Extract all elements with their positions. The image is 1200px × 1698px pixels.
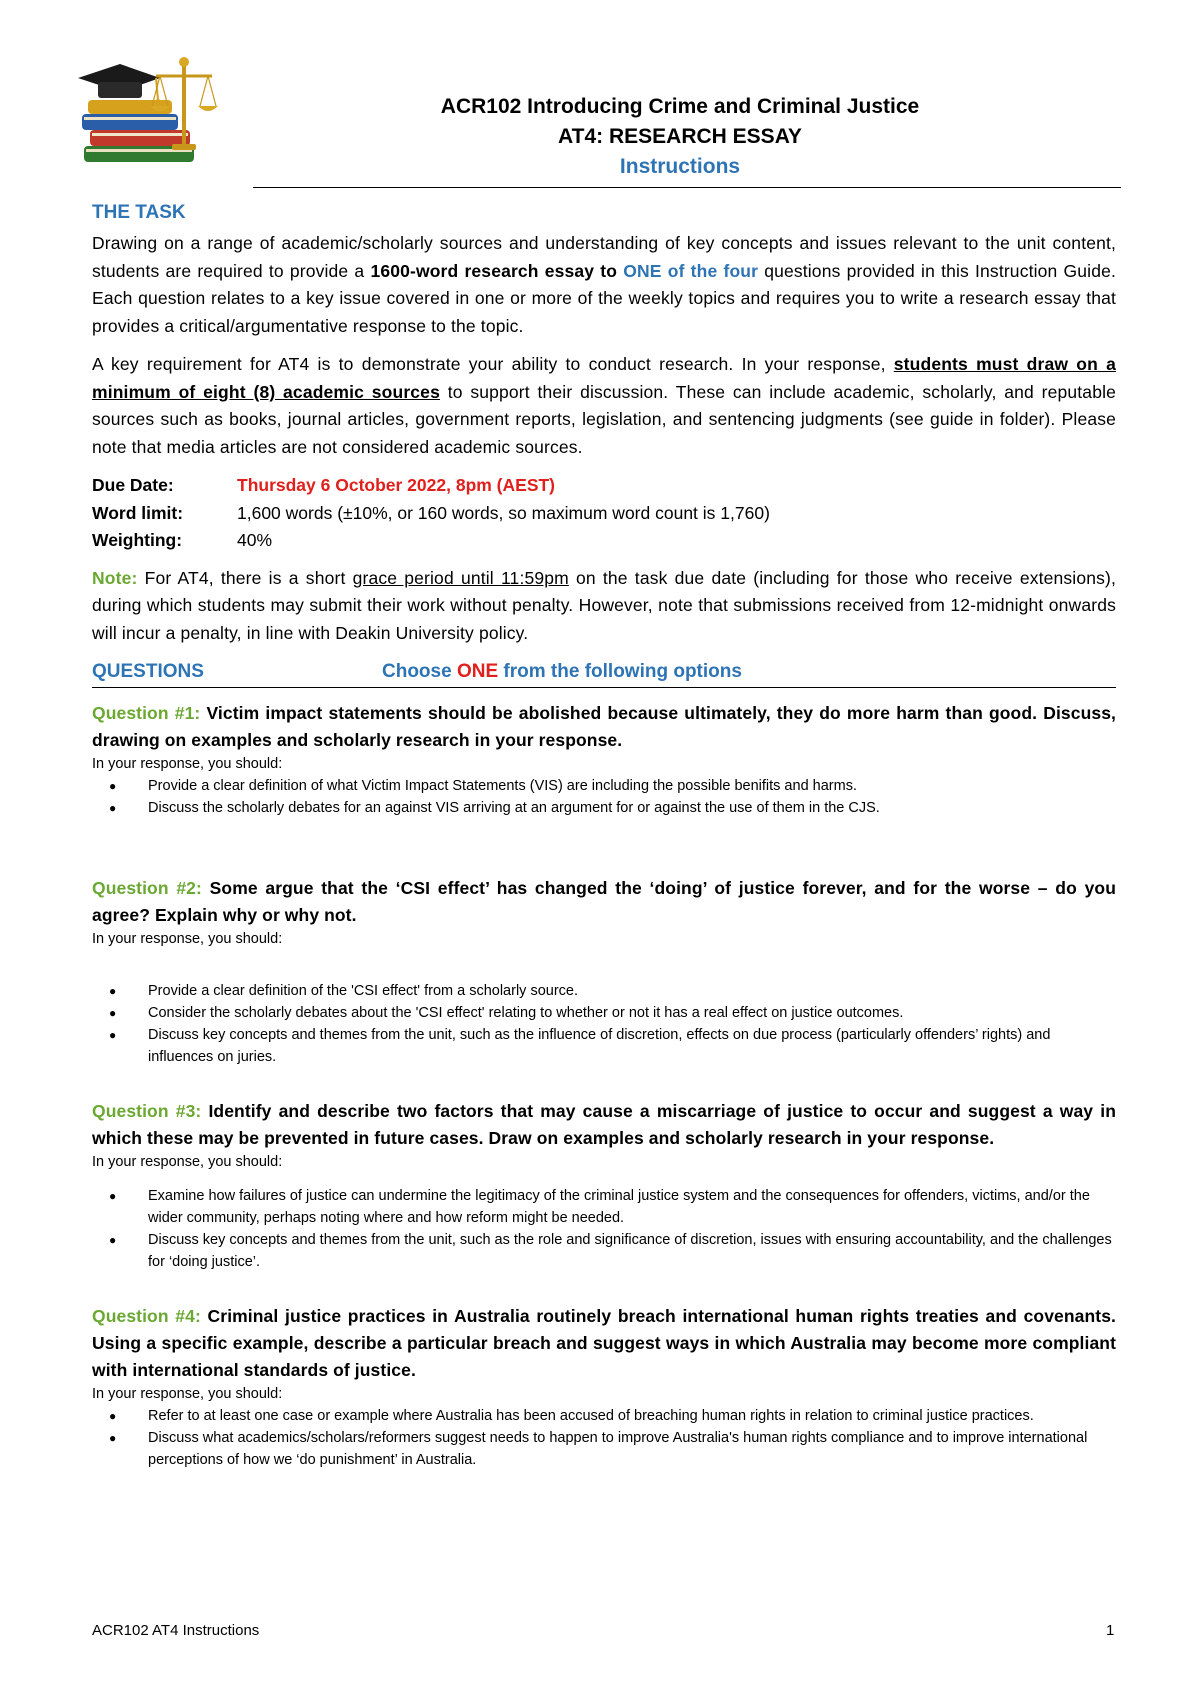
question-label: Question #2: (92, 878, 202, 898)
fact-label: Weighting: (92, 530, 183, 550)
question-2-text (92, 875, 1116, 929)
list-item: ● Examine how failures of justice can undermine the legitimacy of the criminal justice system and the consequences for offenders, victims, and/or the wider community, perhaps noting where and how reform might be needed. (92, 1185, 1116, 1229)
fact-value: Thursday 6 October 2022, 8pm (AEST) (237, 475, 556, 495)
instruction-text: Choose (382, 661, 457, 682)
question-4-text (92, 1303, 1116, 1384)
question-3-bullets (92, 1185, 1116, 1273)
task-paragraph-1 (92, 230, 1116, 340)
question-3 (92, 1098, 1116, 1273)
task-p1-bold: 1600-word research essay to (370, 260, 624, 281)
task-p2-text: A key requirement for AT4 is to demonstrate your ability to conduct research. In your response, (92, 354, 894, 374)
fact-weighting (92, 527, 1116, 555)
fact-value: 40% (237, 530, 273, 550)
fact-word-limit (92, 500, 1116, 528)
header-divider (253, 187, 1121, 188)
list-item: ● Discuss key concepts and themes from the unit, such as the role and significance of discretion, issues with ensuring accountability, and the challenges for ‘doing justice’. (92, 1229, 1116, 1273)
question-4 (92, 1303, 1116, 1471)
question-label: Question #4: (92, 1306, 201, 1326)
question-label: Question #3: (92, 1101, 202, 1121)
question-1 (92, 700, 1116, 819)
task-heading: THE TASK (92, 202, 186, 223)
note-label: Note: (92, 567, 138, 588)
fact-value: 1,600 words (±10%, or 160 words, so maximum word count is 1,760) (237, 502, 770, 523)
question-1-text (92, 700, 1116, 754)
note-grace-period: grace period until 11:59pm (352, 567, 569, 588)
question-statement: Victim impact statements should be abolished because ultimately, they do more harm than good. Discuss, drawing on examples and scholarly research in your response. (92, 703, 1116, 750)
note-text: For AT4, there is a short (137, 567, 353, 588)
fact-label: Word limit: (92, 502, 184, 523)
task-p1-text: Drawing on a range of academic/scholarly sources and understanding of key concepts and issues relevant to the unit content, students are required to provide a (92, 233, 1116, 281)
response-prompt: In your response, you should: (92, 931, 283, 947)
list-item: ● Provide a clear definition of what Victim Impact Statements (VIS) are including the possible benifits and harms. (92, 775, 1116, 797)
fact-due-date (92, 472, 1116, 500)
document-body (92, 200, 1116, 1471)
list-item: ● Discuss what academics/scholars/reformers suggest needs to happen to improve Australia's human rights compliance and to improve international perceptions of how we ‘do punishment’ in Australia. (92, 1427, 1116, 1471)
footer-document-name: ACR102 AT4 Instructions (92, 1622, 260, 1639)
questions-heading-label: QUESTIONS (92, 661, 204, 682)
list-item: ● Consider the scholarly debates about the 'CSI effect' relating to whether or not it has a real effect on justice outcomes. (92, 1002, 1116, 1024)
footer-page-number: 1 (1106, 1622, 1115, 1639)
questions-heading-instruction (382, 658, 742, 686)
task-p2-requirement: students must draw on a minimum of eight (8) academic sources (92, 354, 1116, 402)
fact-label: Due Date: (92, 475, 174, 495)
note-text-rest: on the task due date (including for those who receive extensions), during which students may submit their work without penalty. However, note that submissions received from 12-midnight onwards will incur a penalty, in line with Deakin University policy. (92, 567, 1116, 643)
question-statement: Some argue that the ‘CSI effect’ has changed the ‘doing’ of justice forever, and for the worse – do you agree? Explain why or why not. (92, 878, 1116, 925)
question-label: Question #1: (92, 703, 201, 723)
question-3-text (92, 1098, 1116, 1152)
instruction-text-rest: from the following options (498, 661, 742, 682)
task-paragraph-2 (92, 351, 1116, 461)
response-prompt: In your response, you should: (92, 1154, 283, 1170)
justice-scales-books-logo-icon (72, 48, 222, 174)
question-statement: Criminal justice practices in Australia routinely breach international human rights treaties and covenants. Using a specific example, describe a particular breach and suggest ways in which Australia may become more compliant with international standards of justice. (92, 1306, 1116, 1380)
questions-heading (92, 658, 1116, 688)
document-subtitle: AT4: RESEARCH ESSAY (558, 125, 802, 148)
question-2-bullets (92, 980, 1116, 1068)
task-p2-text-rest: to support their discussion. These can include academic, scholarly, and reputable sources such as books, journal articles, government reports, legislation, and sentencing judgments (see guide in folder). Please note that media articles are not considered academic sources. (92, 381, 1116, 457)
assessment-facts (92, 472, 1116, 555)
note-paragraph (92, 565, 1116, 648)
list-item: ● Discuss the scholarly debates for an against VIS arriving at an argument for or against the use of them in the CJS. (92, 797, 1116, 819)
task-p1-text-rest: questions provided in this Instruction Guide. Each question relates to a key issue covered in one or more of the weekly topics and requires you to write a research essay that provides a critical/argumentative response to the topic. (92, 260, 1116, 336)
question-2 (92, 875, 1116, 1068)
response-prompt: In your response, you should: (92, 756, 283, 772)
document-header (250, 92, 1110, 182)
response-prompt: In your response, you should: (92, 1386, 283, 1402)
task-p1-highlight: ONE of the four (623, 260, 759, 281)
instruction-emphasis: ONE (456, 661, 499, 682)
document-section-label: Instructions (619, 155, 741, 178)
question-statement: Identify and describe two factors that may cause a miscarriage of justice to occur and suggest a way in which these may be prevented in future cases. Draw on examples and scholarly research in your response. (92, 1101, 1116, 1148)
question-1-bullets (92, 775, 1116, 819)
list-item: ● Discuss key concepts and themes from the unit, such as the influence of discretion, effects on due process (particularly offenders’ rights) and influences on juries. (92, 1024, 1116, 1068)
list-item: ● Provide a clear definition of the 'CSI effect' from a scholarly source. (92, 980, 1116, 1002)
list-item: ● Refer to at least one case or example where Australia has been accused of breaching human rights in relation to criminal justice practices. (92, 1405, 1116, 1427)
question-4-bullets (92, 1405, 1116, 1471)
document-title: ACR102 Introducing Crime and Criminal Justice (440, 95, 920, 118)
